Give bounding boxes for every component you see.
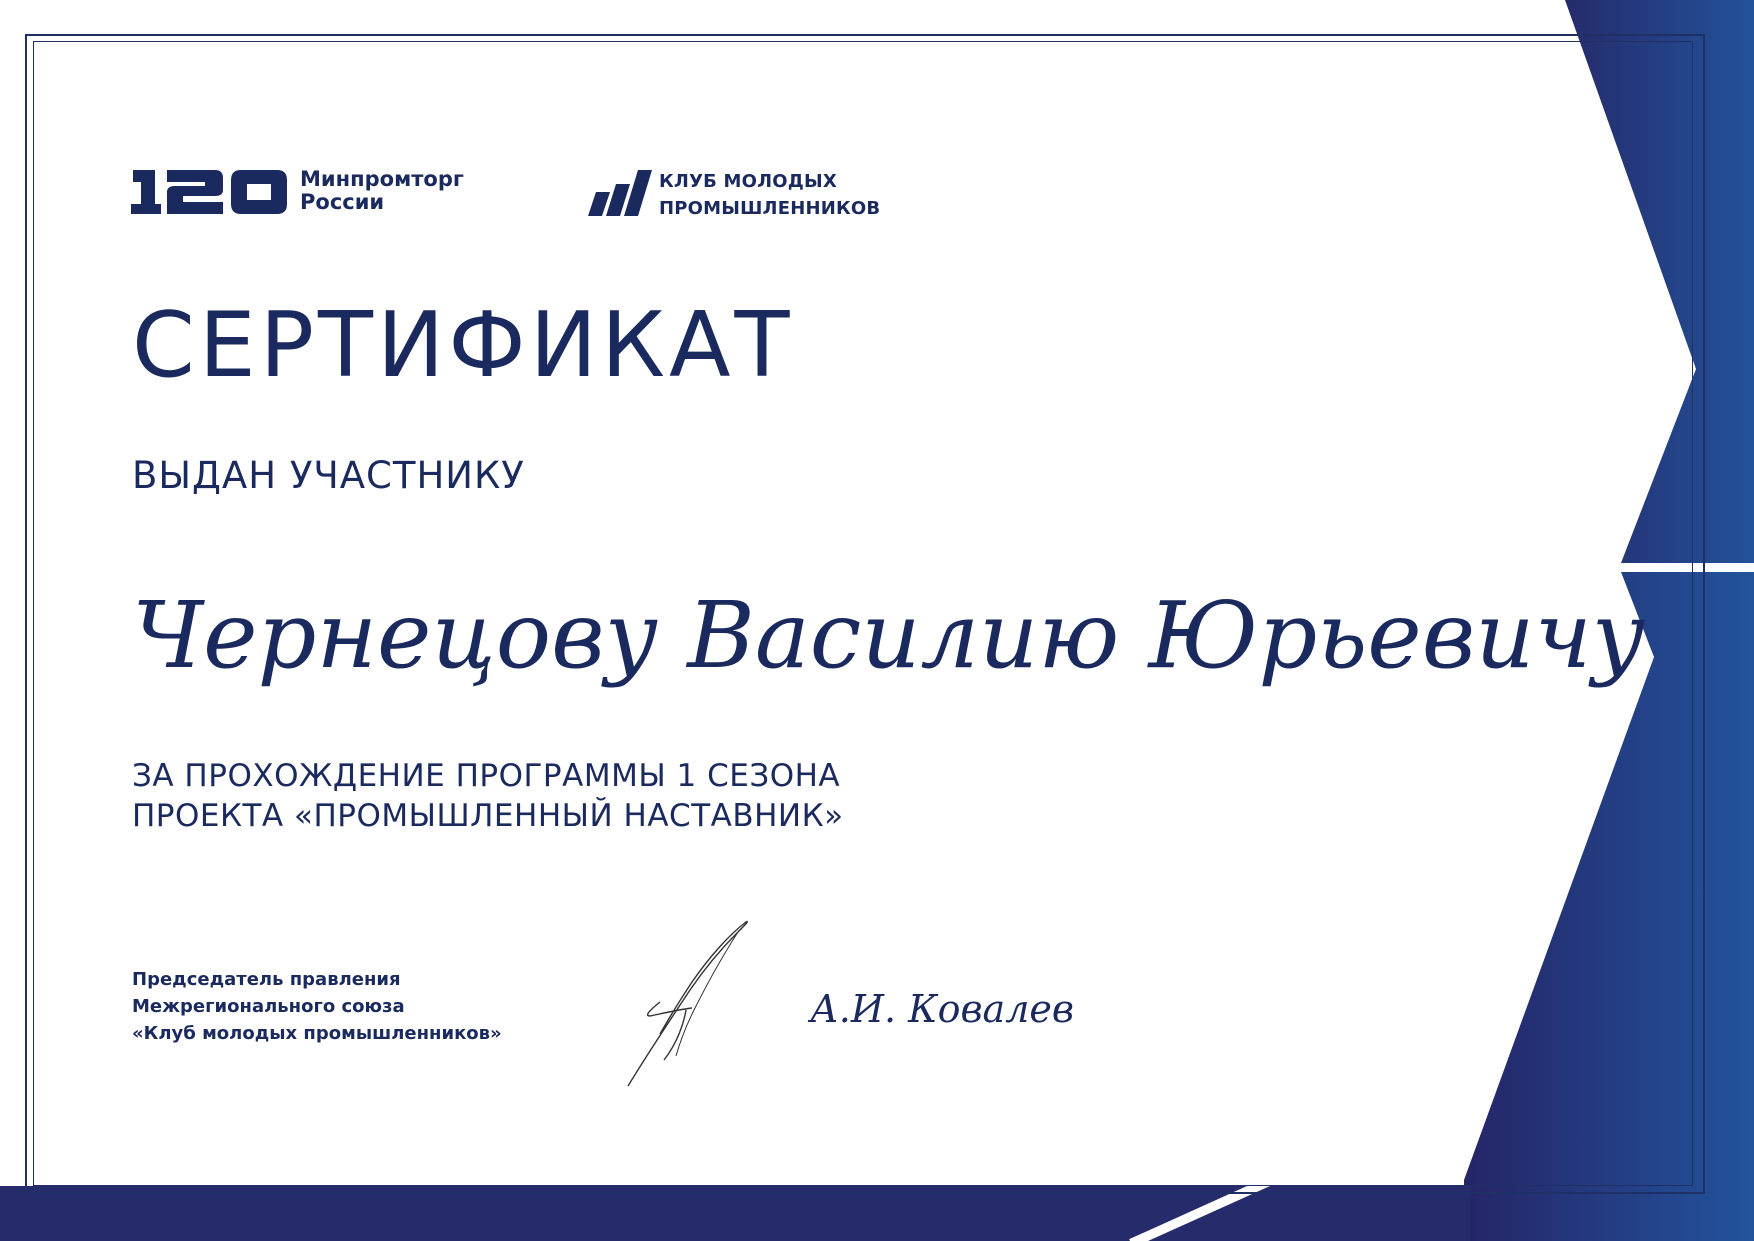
club-logo-bars-icon <box>588 170 652 216</box>
certificate-title: СЕРТИФИКАТ <box>132 293 794 398</box>
minpromtorg-line2: России <box>300 190 385 214</box>
signer-position-line2: Межрегионального союза <box>132 996 405 1017</box>
bottom-band-shape <box>0 1186 1252 1241</box>
signer-name: А.И. Ковалев <box>810 987 1075 1031</box>
award-reason-line1: ЗА ПРОХОЖДЕНИЕ ПРОГРАММЫ 1 СЕЗОНА <box>132 758 841 794</box>
minpromtorg-logo-text <box>300 168 464 214</box>
club-line2: ПРОМЫШЛЕННИКОВ <box>659 198 881 219</box>
minpromtorg-120-logo <box>131 170 287 214</box>
award-reason-line2: ПРОЕКТА «ПРОМЫШЛЕННЫЙ НАСТАВНИК» <box>132 798 844 834</box>
issued-to-label: ВЫДАН УЧАСТНИКУ <box>132 454 525 497</box>
club-logo-text <box>659 168 880 222</box>
signer-position-line3: «Клуб молодых промышленников» <box>132 1023 502 1044</box>
award-reason <box>132 756 844 836</box>
signer-position <box>132 966 502 1047</box>
club-line1: КЛУБ МОЛОДЫХ <box>659 171 837 192</box>
recipient-name: Чернецову Василию Юрьевичу <box>132 582 1646 689</box>
signer-position-line1: Председатель правления <box>132 969 401 990</box>
minpromtorg-line1: Минпромторг <box>300 167 464 191</box>
handwritten-signature <box>620 910 800 1090</box>
